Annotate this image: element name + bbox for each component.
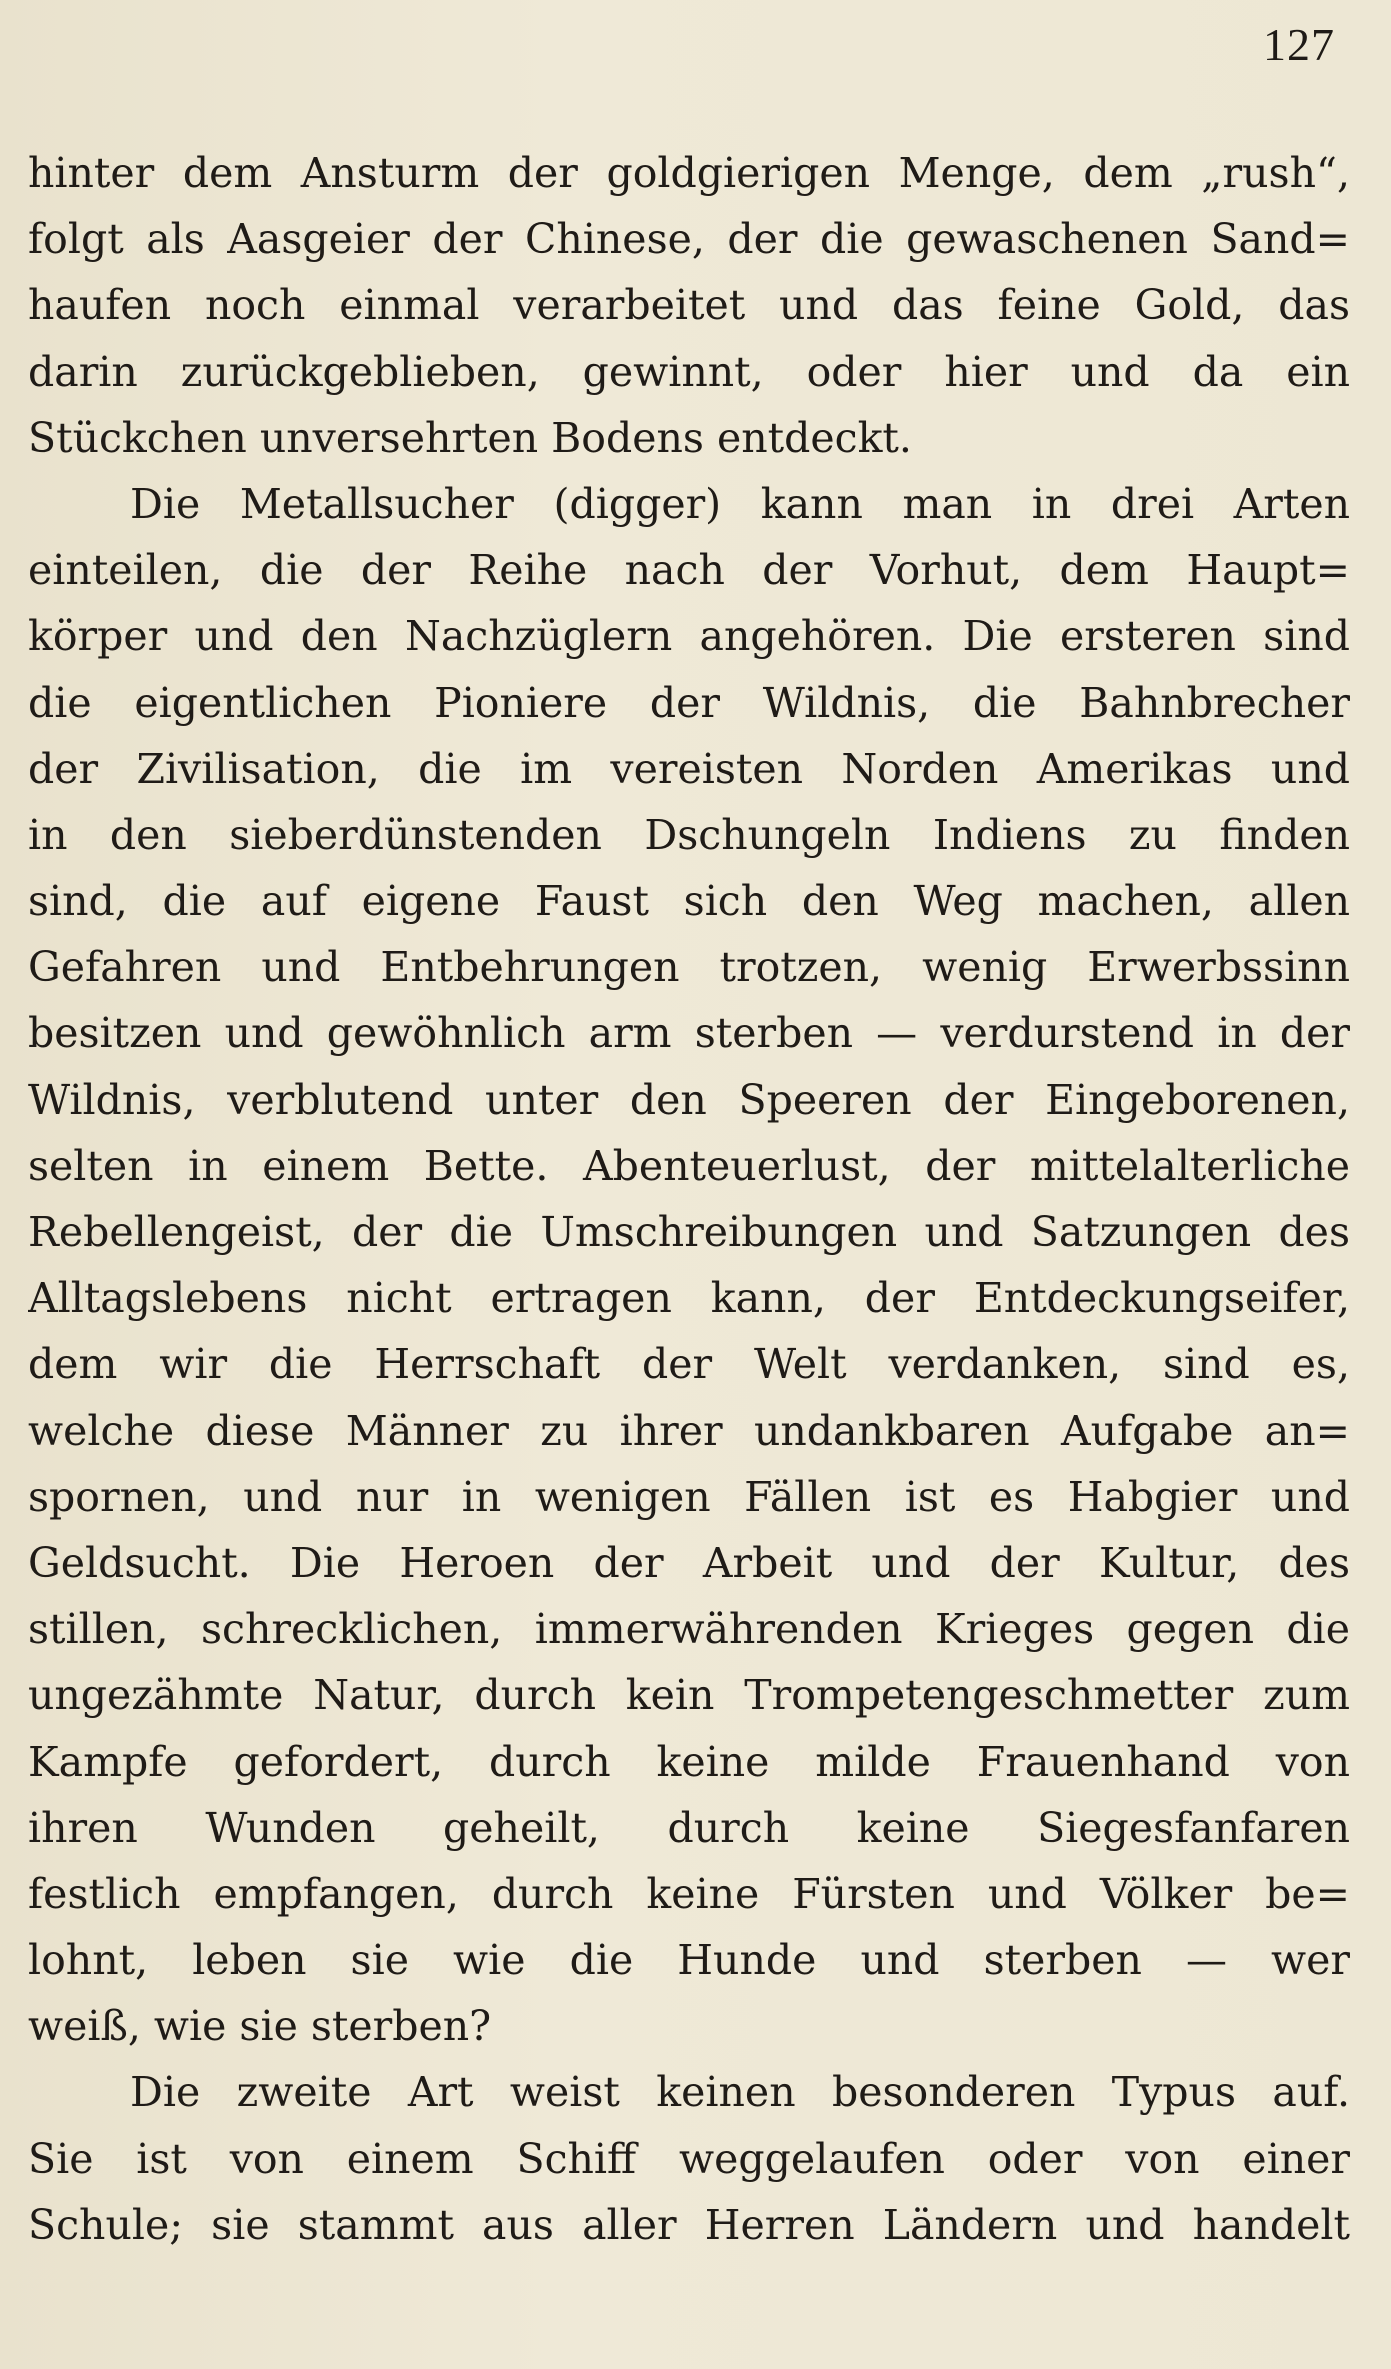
- text-line: Die Metallsucher (digger) kann man in drei Arten: [130, 479, 1350, 528]
- text-line: spornen, und nur in wenigen Fällen ist es Habgier und: [28, 1472, 1350, 1521]
- text-line: Kampfe gefordert, durch keine milde Frauenhand von: [28, 1737, 1350, 1786]
- text-line: ungezähmte Natur, durch kein Trompetengeschmetter zum: [28, 1671, 1350, 1720]
- text-line: hinter dem Ansturm der goldgierigen Menge, dem „rush“,: [28, 149, 1350, 197]
- body-text: [28, 140, 1350, 2258]
- text-line: Geldsucht. Die Heroen der Arbeit und der Kultur, des: [28, 1538, 1350, 1587]
- text-line: Rebellengeist, der die Umschreibungen und Satzungen des: [28, 1208, 1350, 1256]
- text-line: Gefahren und Entbehrungen trotzen, wenig Erwerbssinn: [28, 943, 1350, 992]
- text-line: folgt als Aasgeier der Chinese, der die gewaschenen Sand=: [28, 215, 1350, 264]
- text-line: Stückchen unversehrten Bodens entdeckt.: [28, 413, 912, 462]
- text-line: darin zurückgeblieben, gewinnt, oder hier und da ein: [28, 347, 1350, 396]
- text-line: Alltagslebens nicht ertragen kann, der Entdeckungseifer,: [28, 1274, 1350, 1323]
- text-line: Die zweite Art weist keinen besonderen Typus auf.: [130, 2068, 1350, 2117]
- text-line: die eigentlichen Pioniere der Wildnis, die Bahnbrecher: [28, 678, 1350, 727]
- text-line: der Zivilisation, die im vereisten Norden Amerikas und: [28, 744, 1350, 793]
- page-number: 127: [1263, 19, 1335, 70]
- text-line: ihren Wunden geheilt, durch keine Siegesfanfaren: [28, 1803, 1350, 1852]
- text-line: haufen noch einmal verarbeitet und das feine Gold, das: [28, 281, 1350, 330]
- text-line: Wildnis, verblutend unter den Speeren der Eingeborenen,: [28, 1075, 1350, 1124]
- text-line: selten in einem Bette. Abenteuerlust, der mittelalterliche: [28, 1141, 1350, 1190]
- text-line: besitzen und gewöhnlich arm sterben — verdurstend in der: [28, 1009, 1350, 1058]
- text-line: stillen, schrecklichen, immerwährenden Krieges gegen die: [28, 1605, 1350, 1654]
- text-line: sind, die auf eigene Faust sich den Weg machen, allen: [28, 877, 1350, 926]
- text-line: welche diese Männer zu ihrer undankbaren Aufgabe an=: [28, 1406, 1350, 1455]
- text-line: in den sieberdünstenden Dschungeln Indiens zu finden: [28, 810, 1350, 859]
- text-line: festlich empfangen, durch keine Fürsten und Völker be=: [28, 1869, 1350, 1918]
- text-line: Sie ist von einem Schiff weggelaufen oder von einer: [28, 2134, 1350, 2183]
- text-line: körper und den Nachzüglern angehören. Die ersteren sind: [28, 612, 1350, 661]
- text-line: dem wir die Herrschaft der Welt verdanken, sind es,: [28, 1340, 1350, 1389]
- text-line: Schule; sie stammt aus aller Herren Ländern und handelt: [28, 2200, 1350, 2249]
- text-line: einteilen, die der Reihe nach der Vorhut, dem Haupt=: [28, 546, 1350, 595]
- text-line: weiß, wie sie sterben?: [28, 2002, 492, 2051]
- text-line: lohnt, leben sie wie die Hunde und sterben — wer: [28, 1936, 1350, 1985]
